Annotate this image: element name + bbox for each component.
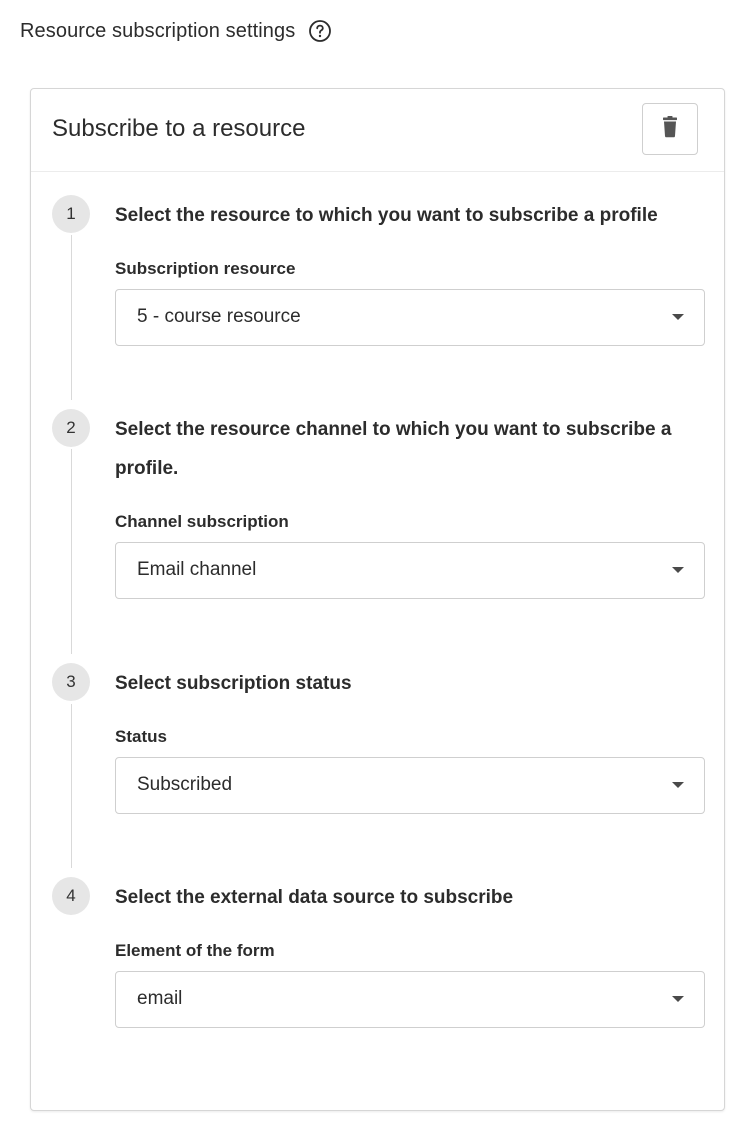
trash-icon (660, 116, 680, 143)
step-number: 3 (52, 663, 90, 701)
step-number: 2 (52, 409, 90, 447)
caret-down-icon (672, 782, 684, 788)
select-value: Subscribed (137, 774, 233, 795)
step-number: 4 (52, 877, 90, 915)
subscription-resource-select[interactable] (115, 289, 705, 346)
step-heading: Select subscription status (115, 673, 352, 694)
field-label: Element of the form (115, 941, 275, 960)
caret-down-icon (672, 567, 684, 573)
step-connector (71, 704, 72, 868)
field-label: Subscription resource (115, 259, 296, 278)
select-value: Email channel (137, 559, 257, 580)
page-title: Resource subscription settings (20, 19, 296, 42)
step-heading: Select the resource to which you want to subscribe a profile (115, 205, 658, 226)
form-element-select[interactable] (115, 971, 705, 1028)
step-connector (71, 235, 72, 400)
select-value: email (137, 988, 183, 1009)
card-title: Subscribe to a resource (52, 115, 306, 142)
status-select[interactable] (115, 757, 705, 814)
delete-button[interactable] (642, 103, 698, 155)
card-header (31, 89, 724, 172)
field-label: Status (115, 727, 167, 746)
step-heading: Select the external data source to subscribe (115, 887, 514, 908)
caret-down-icon (672, 996, 684, 1002)
select-value: 5 - course resource (137, 306, 301, 327)
help-circle-icon[interactable] (308, 19, 332, 43)
channel-subscription-select[interactable] (115, 542, 705, 599)
step-number: 1 (52, 195, 90, 233)
step-connector (71, 449, 72, 654)
page-header (20, 16, 332, 46)
step-heading: Select the resource channel to which you want to subscribe a profile. (115, 419, 672, 479)
caret-down-icon (672, 314, 684, 320)
field-label: Channel subscription (115, 512, 289, 531)
subscribe-resource-card (30, 88, 725, 1111)
